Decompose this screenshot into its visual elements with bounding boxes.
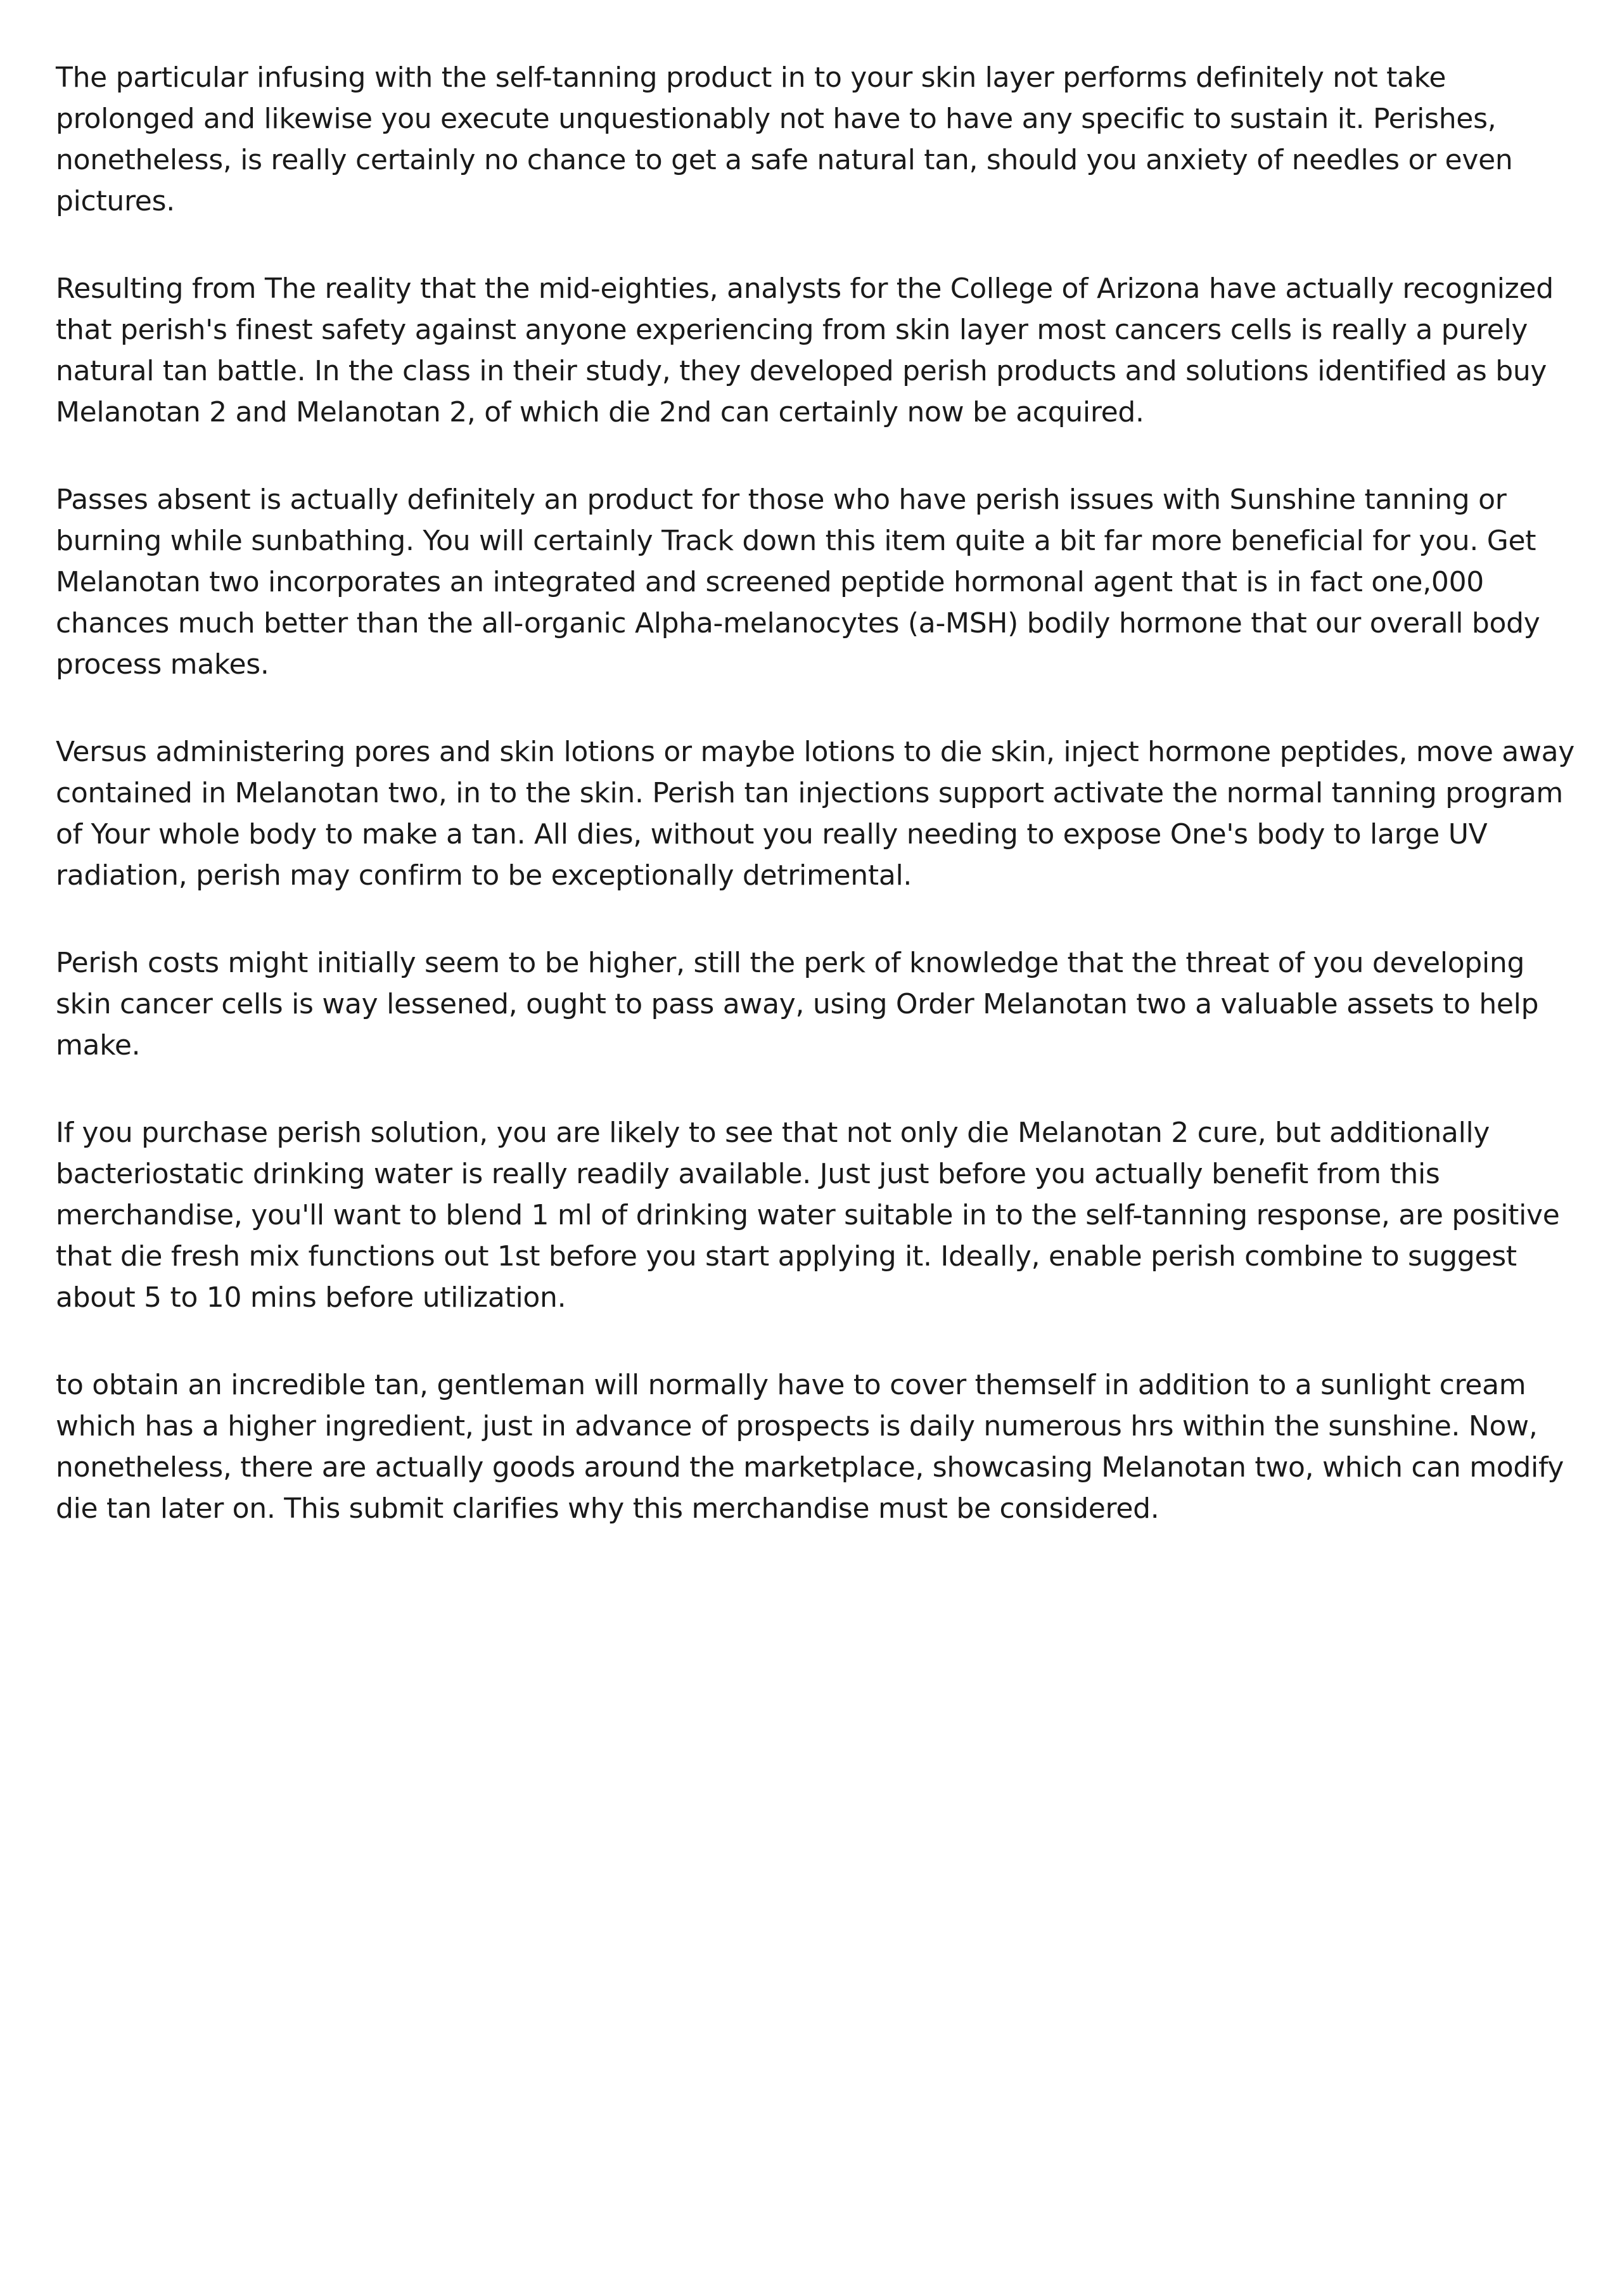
paragraph-6: If you purchase perish solution, you are likely to see that not only die Melanotan 2 cure, but additionally bacteriostatic drinking water is really readily available. Just just before you actually benefit from this merchandise, you'll want to blend 1 ml of drinking water suitable in to the self-tanning response, are positive that die fresh mix functions out 1st before you start applying it. Ideally, enable perish combine to suggest about 5 to 10 mins before utilization. <box>56 1117 1560 1314</box>
paragraph-7: to obtain an incredible tan, gentleman will normally have to cover themself in addition to a sunlight cream which has a higher ingredient, just in advance of prospects is daily numerous hrs within the sunshine. Now, nonetheless, there are actually goods around the marketplace, showcasing Melanotan two, which can modify die tan later on. This submit clarifies why this merchandise must be considered. <box>56 1369 1564 1525</box>
paragraph-3: Passes absent is actually definitely an product for those who have perish issues with Sunshine tanning or burning while sunbathing. You will certainly Track down this item quite a bit far more beneficial for you. Get Melanotan two incorporates an integrated and screened peptide hormonal agent that is in fact one,000 chances much better than the all-organic Alpha-melanocytes (a-MSH) bodily hormone that our overall body process makes. <box>56 484 1540 681</box>
paragraph-4: Versus administering pores and skin lotions or maybe lotions to die skin, inject hormone peptides, move away contained in Melanotan two, in to the skin. Perish tan injections support activate the normal tanning program of Your whole body to make a tan. All dies, without you really needing to expose One's body to large UV radiation, perish may confirm to be exceptionally detrimental. <box>56 736 1575 892</box>
document-body <box>56 57 1576 1529</box>
paragraph-2: Resulting from The reality that the mid-eighties, analysts for the College of Arizona have actually recognized that perish's finest safety against anyone experiencing from skin layer most cancers cells is really a purely natural tan battle. In the class in their study, they developed perish products and solutions identified as buy Melanotan 2 and Melanotan 2, of which die 2nd can certainly now be acquired. <box>56 273 1554 428</box>
paragraph-1: The particular infusing with the self-tanning product in to your skin layer performs definitely not take prolonged and likewise you execute unquestionably not have to have any specific to sustain it. Perishes, nonetheless, is really certainly no chance to get a safe natural tan, should you anxiety of needles or even pictures. <box>56 61 1513 217</box>
paragraph-5: Perish costs might initially seem to be higher, still the perk of knowledge that the threat of you developing skin cancer cells is way lessened, ought to pass away, using Order Melanotan two a valuable assets to help make. <box>56 947 1539 1061</box>
